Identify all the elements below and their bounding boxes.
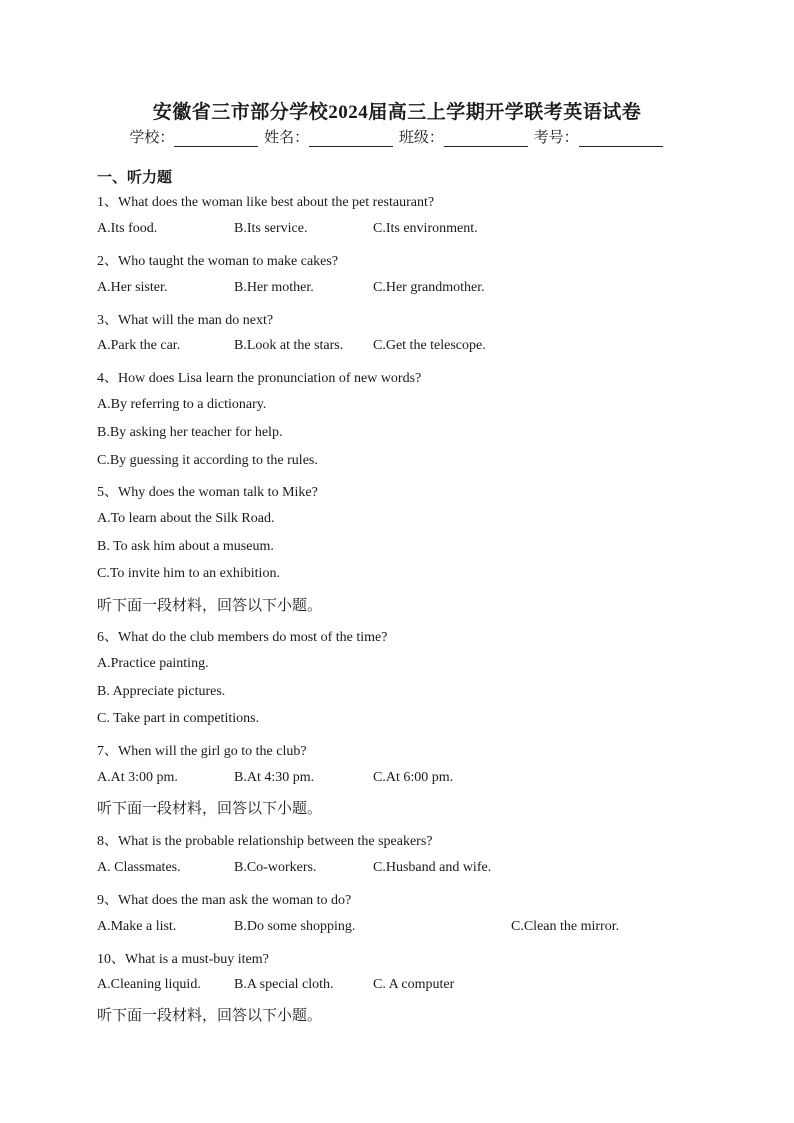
listening-instruction-2: 听下面一段材料，回答以下小题。 (97, 801, 323, 817)
q4-option-c: C.By guessing it according to the rules. (97, 453, 318, 468)
q2-option-c: C.Her grandmother. (373, 280, 485, 295)
q6-option-a: A.Practice painting. (97, 656, 209, 671)
q10-option-b: B.A special cloth. (234, 977, 334, 992)
q3-option-c: C.Get the telescope. (373, 338, 486, 353)
number-blank[interactable] (579, 132, 663, 147)
question-9: 9、What does the man ask the woman to do? (97, 893, 352, 908)
exam-title: 安徽省三市部分学校2024届高三上学期开学联考英语试卷 (152, 102, 642, 123)
q4-option-b: B.By asking her teacher for help. (97, 425, 283, 440)
question-4: 4、How does Lisa learn the pronunciation of new words? (97, 371, 422, 386)
q2-option-a: A.Her sister. (97, 280, 168, 295)
question-8: 8、What is the probable relationship between the speakers? (97, 834, 433, 849)
class-blank[interactable] (444, 132, 528, 147)
listening-instruction-1: 听下面一段材料，回答以下小题。 (97, 598, 323, 614)
class-label: 班级： (398, 130, 444, 146)
question-2: 2、Who taught the woman to make cakes? (97, 254, 339, 269)
q6-option-c: C. Take part in competitions. (97, 711, 260, 726)
q1-option-a: A.Its food. (97, 221, 158, 236)
q7-option-c: C.At 6:00 pm. (373, 770, 454, 785)
q9-option-c: C.Clean the mirror. (511, 919, 620, 934)
q8-option-a: A. Classmates. (97, 860, 181, 875)
question-6: 6、What do the club members do most of the time? (97, 630, 388, 645)
question-10: 10、What is a must-buy item? (97, 952, 269, 967)
q10-option-c: C. A computer (373, 977, 455, 992)
school-label: 学校： (129, 130, 175, 146)
q2-option-b: B.Her mother. (234, 280, 314, 295)
student-info-line (0, 126, 794, 147)
question-1: 1、What does the woman like best about the pet restaurant? (97, 195, 435, 210)
q4-option-a: A.By referring to a dictionary. (97, 397, 267, 412)
q6-option-b: B. Appreciate pictures. (97, 684, 226, 699)
q7-option-b: B.At 4:30 pm. (234, 770, 315, 785)
q1-option-c: C.Its environment. (373, 221, 478, 236)
school-blank[interactable] (174, 132, 258, 147)
q3-option-a: A.Park the car. (97, 338, 181, 353)
name-label: 姓名： (264, 130, 310, 146)
q10-option-a: A.Cleaning liquid. (97, 977, 201, 992)
q7-option-a: A.At 3:00 pm. (97, 770, 178, 785)
q9-option-b: B.Do some shopping. (234, 919, 356, 934)
q3-option-b: B.Look at the stars. (234, 338, 344, 353)
number-label: 考号： (533, 130, 579, 146)
question-7: 7、When will the girl go to the club? (97, 744, 307, 759)
listening-instruction-3: 听下面一段材料，回答以下小题。 (97, 1008, 323, 1024)
q5-option-c: C.To invite him to an exhibition. (97, 566, 280, 581)
q1-option-b: B.Its service. (234, 221, 308, 236)
q5-option-a: A.To learn about the Silk Road. (97, 511, 275, 526)
q8-option-c: C.Husband and wife. (373, 860, 492, 875)
q9-option-a: A.Make a list. (97, 919, 177, 934)
q5-option-b: B. To ask him about a museum. (97, 539, 274, 554)
section-heading-listening: 一、听力题 (97, 170, 173, 186)
question-5: 5、Why does the woman talk to Mike? (97, 485, 318, 500)
q8-option-b: B.Co-workers. (234, 860, 317, 875)
question-3: 3、What will the man do next? (97, 313, 274, 328)
name-blank[interactable] (309, 132, 393, 147)
